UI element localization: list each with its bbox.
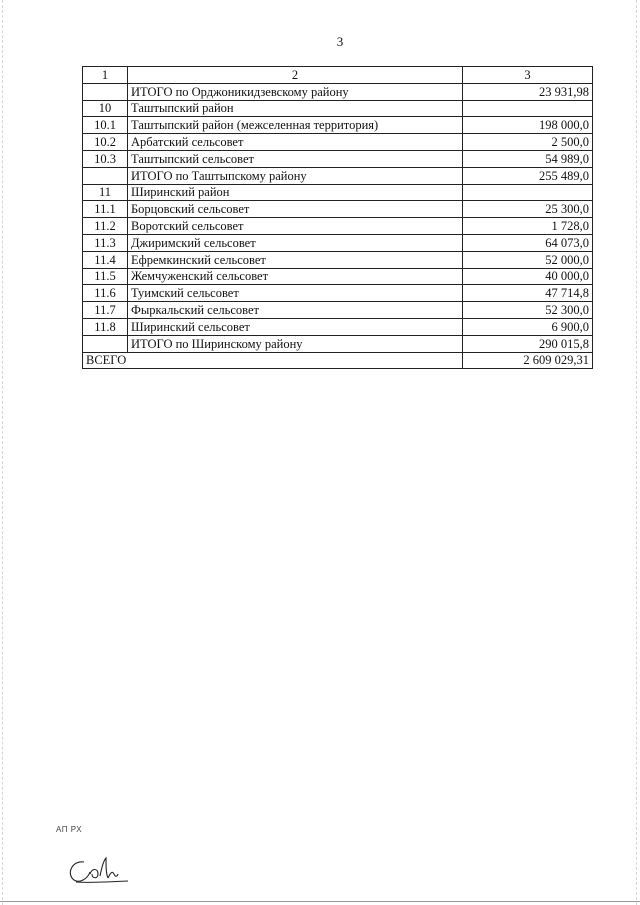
table-row (83, 134, 593, 151)
row-name-cell: Воротский сельсовет (128, 218, 463, 235)
row-number-cell: 11.8 (83, 318, 128, 335)
column-header-1: 1 (83, 67, 128, 84)
page-bottom-edge (0, 901, 640, 902)
row-number-cell: 11.1 (83, 201, 128, 218)
row-name-cell: Жемчуженский сельсовет (128, 268, 463, 285)
row-name-cell: Таштыпский район (межселенная территория) (128, 117, 463, 134)
row-name-cell: Таштыпский сельсовет (128, 150, 463, 167)
page-edge-left (2, 0, 3, 905)
row-amount-cell: 6 900,0 (463, 318, 593, 335)
row-name-cell: Ефремкинский сельсовет (128, 251, 463, 268)
table-row (83, 318, 593, 335)
row-name-cell: Джиримский сельсовет (128, 234, 463, 251)
table-row (83, 150, 593, 167)
row-name-cell: ИТОГО по Орджоникидзевскому району (128, 83, 463, 100)
table-row (83, 201, 593, 218)
row-amount-cell: 47 714,8 (463, 285, 593, 302)
grand-total-row (83, 352, 593, 369)
row-amount-cell: 52 300,0 (463, 302, 593, 319)
row-number-cell: 11.4 (83, 251, 128, 268)
row-name-cell: Ширинский сельсовет (128, 318, 463, 335)
row-amount-cell: 25 300,0 (463, 201, 593, 218)
table-row (83, 268, 593, 285)
table-header-row (83, 67, 593, 84)
row-number-cell (83, 167, 128, 184)
column-header-3: 3 (463, 67, 593, 84)
row-name-cell: ИТОГО по Ширинскому району (128, 335, 463, 352)
row-name-cell: Таштыпский район (128, 100, 463, 117)
registry-stamp: АП РХ (56, 825, 83, 834)
table-row (83, 218, 593, 235)
grand-total-label: ВСЕГО (83, 352, 463, 369)
row-number-cell: 11.3 (83, 234, 128, 251)
table-row (83, 100, 593, 117)
row-number-cell: 11.7 (83, 302, 128, 319)
row-number-cell: 11.2 (83, 218, 128, 235)
row-number-cell (83, 335, 128, 352)
table-row (83, 335, 593, 352)
row-amount-cell: 64 073,0 (463, 234, 593, 251)
row-amount-cell: 255 489,0 (463, 167, 593, 184)
page-edge-right (636, 0, 637, 905)
row-number-cell: 10.3 (83, 150, 128, 167)
row-amount-cell: 2 500,0 (463, 134, 593, 151)
budget-table (82, 66, 593, 369)
row-number-cell: 11.5 (83, 268, 128, 285)
row-amount-cell: 40 000,0 (463, 268, 593, 285)
row-name-cell: ИТОГО по Таштыпскому району (128, 167, 463, 184)
row-amount-cell: 198 000,0 (463, 117, 593, 134)
table-row (83, 285, 593, 302)
table-row (83, 234, 593, 251)
table-row (83, 184, 593, 201)
row-amount-cell: 290 015,8 (463, 335, 593, 352)
row-number-cell: 10.1 (83, 117, 128, 134)
page-number: 3 (336, 34, 344, 49)
row-amount-cell: 54 989,0 (463, 150, 593, 167)
row-name-cell: Арбатский сельсовет (128, 134, 463, 151)
table-row (83, 251, 593, 268)
row-amount-cell (463, 100, 593, 117)
row-number-cell (83, 83, 128, 100)
table-row (83, 167, 593, 184)
table-row (83, 117, 593, 134)
row-amount-cell (463, 184, 593, 201)
row-amount-cell: 52 000,0 (463, 251, 593, 268)
grand-total-amount: 2 609 029,31 (463, 352, 593, 369)
row-number-cell: 11.6 (83, 285, 128, 302)
column-header-2: 2 (128, 67, 463, 84)
table-row (83, 83, 593, 100)
row-number-cell: 10.2 (83, 134, 128, 151)
table-row (83, 302, 593, 319)
row-name-cell: Туимский сельсовет (128, 285, 463, 302)
row-amount-cell: 1 728,0 (463, 218, 593, 235)
row-amount-cell: 23 931,98 (463, 83, 593, 100)
row-name-cell: Ширинский район (128, 184, 463, 201)
handwritten-signature (62, 852, 132, 897)
row-number-cell: 11 (83, 184, 128, 201)
row-name-cell: Фыркальский сельсовет (128, 302, 463, 319)
row-name-cell: Борцовский сельсовет (128, 201, 463, 218)
row-number-cell: 10 (83, 100, 128, 117)
